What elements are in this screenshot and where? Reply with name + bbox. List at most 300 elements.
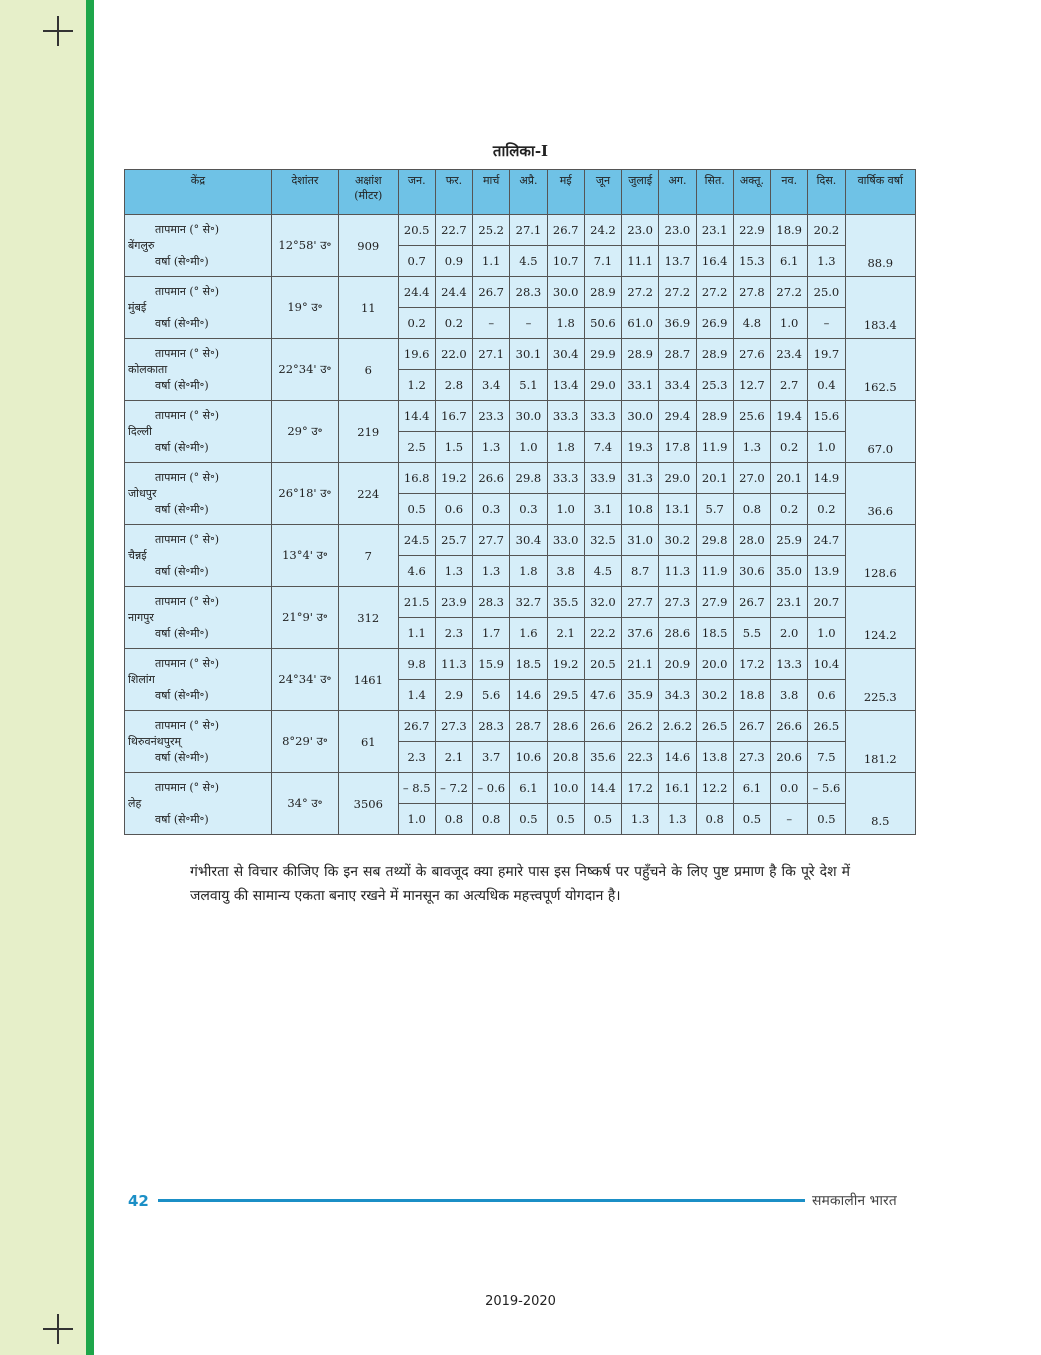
temperature-cell: 28.3 [473, 711, 510, 742]
rainfall-cell: 6.1 [771, 246, 808, 277]
rainfall-cell: 30.2 [696, 680, 733, 711]
rainfall-cell: 2.8 [435, 370, 472, 401]
station-name: लेह [128, 796, 142, 810]
rainfall-cell: 2.3 [435, 618, 472, 649]
rain-label: वर्षा (से॰मी॰) [155, 378, 209, 392]
temp-label: तापमान (° से॰) [155, 284, 220, 298]
header-center: केंद्र [125, 170, 272, 215]
temperature-cell: 28.9 [584, 277, 621, 308]
annual-rainfall-cell: 162.5 [845, 339, 915, 401]
temperature-cell: 27.3 [435, 711, 472, 742]
rain-label: वर्षा (से॰मी॰) [155, 812, 209, 826]
temp-label: तापमान (° से॰) [155, 780, 220, 794]
temperature-cell: 30.0 [547, 277, 584, 308]
rainfall-cell: 61.0 [622, 308, 659, 339]
rainfall-cell: 35.0 [771, 556, 808, 587]
rainfall-cell: 1.4 [398, 680, 435, 711]
rainfall-cell: 29.5 [547, 680, 584, 711]
rainfall-cell: 0.2 [435, 308, 472, 339]
rain-label: वर्षा (से॰मी॰) [155, 440, 209, 454]
rainfall-cell: 4.5 [584, 556, 621, 587]
header-month: अग. [659, 170, 696, 215]
station-name: शिलांग [128, 672, 155, 686]
header-month: जून [584, 170, 621, 215]
temperature-cell: 15.9 [473, 649, 510, 680]
rainfall-cell: 2.1 [435, 742, 472, 773]
temperature-cell: – 0.6 [473, 773, 510, 804]
book-title: समकालीन भारत [812, 1193, 897, 1209]
rainfall-cell: 5.7 [696, 494, 733, 525]
rain-label: वर्षा (से॰मी॰) [155, 688, 209, 702]
temperature-cell: 12.2 [696, 773, 733, 804]
rainfall-cell: 0.6 [435, 494, 472, 525]
temp-label: तापमान (° से॰) [155, 594, 220, 608]
rainfall-cell: 47.6 [584, 680, 621, 711]
temperature-cell: 35.5 [547, 587, 584, 618]
rainfall-cell: 3.8 [771, 680, 808, 711]
rain-label: वर्षा (से॰मी॰) [155, 502, 209, 516]
rainfall-cell: 1.1 [398, 618, 435, 649]
temperature-cell: 26.6 [473, 463, 510, 494]
rainfall-cell: 50.6 [584, 308, 621, 339]
annual-rainfall-cell: 124.2 [845, 587, 915, 649]
rainfall-cell: 0.2 [771, 494, 808, 525]
temperature-cell: 28.7 [510, 711, 547, 742]
temperature-cell: 28.3 [510, 277, 547, 308]
temperature-cell: 23.4 [771, 339, 808, 370]
rain-label: वर्षा (से॰मी॰) [155, 750, 209, 764]
header-month: अप्रै. [510, 170, 547, 215]
altitude-cell: 224 [338, 463, 398, 525]
temperature-cell: 33.0 [547, 525, 584, 556]
annual-rainfall-cell: 8.5 [845, 773, 915, 835]
temperature-cell: 19.7 [808, 339, 845, 370]
rainfall-cell: 26.9 [696, 308, 733, 339]
rainfall-cell: 0.8 [696, 804, 733, 835]
edition-year: 2019-2020 [485, 1294, 556, 1309]
rain-label: वर्षा (से॰मी॰) [155, 316, 209, 330]
temperature-cell: 23.3 [473, 401, 510, 432]
rainfall-cell: 10.6 [510, 742, 547, 773]
table-row [125, 339, 916, 370]
altitude-cell: 61 [338, 711, 398, 773]
temp-label: तापमान (° से॰) [155, 718, 220, 732]
temperature-cell: 27.7 [622, 587, 659, 618]
longitude-cell: 29° उ॰ [271, 401, 338, 463]
temperature-cell: 33.9 [584, 463, 621, 494]
rainfall-cell: 1.3 [435, 556, 472, 587]
rainfall-cell: 22.2 [584, 618, 621, 649]
station-name: थिरुवनंथपुरम् [128, 734, 182, 748]
temperature-cell: 25.6 [733, 401, 770, 432]
temperature-cell: – 8.5 [398, 773, 435, 804]
altitude-cell: 1461 [338, 649, 398, 711]
temperature-cell: 26.7 [733, 587, 770, 618]
altitude-cell: 11 [338, 277, 398, 339]
rainfall-cell: 4.5 [510, 246, 547, 277]
altitude-cell: 7 [338, 525, 398, 587]
header-month: दिस. [808, 170, 845, 215]
temperature-cell: 15.6 [808, 401, 845, 432]
temperature-cell: 33.3 [547, 401, 584, 432]
rainfall-cell: 0.3 [510, 494, 547, 525]
temperature-cell: 27.0 [733, 463, 770, 494]
rainfall-cell: 1.3 [473, 556, 510, 587]
rainfall-cell: 1.0 [398, 804, 435, 835]
temp-label: तापमान (° से॰) [155, 532, 220, 546]
rainfall-cell: 2.5 [398, 432, 435, 463]
rainfall-cell: 0.8 [435, 804, 472, 835]
temperature-cell: 28.9 [696, 401, 733, 432]
climate-table [124, 169, 916, 835]
rainfall-cell: 1.0 [808, 618, 845, 649]
temperature-cell: 27.8 [733, 277, 770, 308]
temperature-cell: 25.2 [473, 215, 510, 246]
temperature-cell: 19.6 [398, 339, 435, 370]
temperature-cell: 20.2 [808, 215, 845, 246]
temperature-cell: 24.4 [398, 277, 435, 308]
rainfall-cell: 13.9 [808, 556, 845, 587]
rainfall-cell: 0.3 [473, 494, 510, 525]
temperature-cell: 23.0 [622, 215, 659, 246]
rainfall-cell: 18.5 [696, 618, 733, 649]
header-month: जुलाई [622, 170, 659, 215]
temperature-cell: 27.2 [771, 277, 808, 308]
temperature-cell: 19.2 [547, 649, 584, 680]
rainfall-cell: 11.3 [659, 556, 696, 587]
rainfall-cell: 3.4 [473, 370, 510, 401]
temperature-cell: 26.7 [547, 215, 584, 246]
temperature-cell: 6.1 [510, 773, 547, 804]
rainfall-cell: 1.2 [398, 370, 435, 401]
rainfall-cell: 8.7 [622, 556, 659, 587]
annual-rainfall-cell: 181.2 [845, 711, 915, 773]
rain-label: वर्षा (से॰मी॰) [155, 564, 209, 578]
rainfall-cell: 1.3 [622, 804, 659, 835]
temperature-cell: 10.4 [808, 649, 845, 680]
altitude-cell: 909 [338, 215, 398, 277]
temperature-cell: 32.5 [584, 525, 621, 556]
temperature-cell: 29.9 [584, 339, 621, 370]
rainfall-cell: 25.3 [696, 370, 733, 401]
temperature-cell: 23.9 [435, 587, 472, 618]
rainfall-cell: 1.8 [547, 308, 584, 339]
crop-mark-top [43, 16, 73, 46]
annual-rainfall-cell: 128.6 [845, 525, 915, 587]
temperature-cell: 20.7 [808, 587, 845, 618]
station-name: दिल्ली [128, 424, 152, 438]
altitude-cell: 219 [338, 401, 398, 463]
rainfall-cell: 0.2 [808, 494, 845, 525]
temperature-cell: 17.2 [622, 773, 659, 804]
temperature-cell: 26.6 [584, 711, 621, 742]
rainfall-cell: – [771, 804, 808, 835]
temperature-cell: 28.0 [733, 525, 770, 556]
rainfall-cell: 1.8 [547, 432, 584, 463]
station-name: मुंबई [128, 300, 147, 314]
temperature-cell: 16.1 [659, 773, 696, 804]
rainfall-cell: 33.1 [622, 370, 659, 401]
temperature-cell: 24.5 [398, 525, 435, 556]
temperature-cell: 27.1 [510, 215, 547, 246]
temperature-cell: 19.4 [771, 401, 808, 432]
station-cell [125, 649, 272, 711]
header-month: सित. [696, 170, 733, 215]
table-row [125, 587, 916, 618]
temperature-cell: 20.9 [659, 649, 696, 680]
longitude-cell: 24°34' उ॰ [271, 649, 338, 711]
rainfall-cell: 37.6 [622, 618, 659, 649]
longitude-cell: 13°4' उ॰ [271, 525, 338, 587]
rainfall-cell: 1.8 [510, 556, 547, 587]
station-name: बेंगलुरु [128, 238, 155, 252]
temperature-cell: 27.9 [696, 587, 733, 618]
rainfall-cell: 34.3 [659, 680, 696, 711]
rainfall-cell: 10.7 [547, 246, 584, 277]
rainfall-cell: 0.5 [547, 804, 584, 835]
table-row [125, 711, 916, 742]
rainfall-cell: 1.0 [510, 432, 547, 463]
rainfall-cell: 11.9 [696, 432, 733, 463]
longitude-cell: 34° उ॰ [271, 773, 338, 835]
temperature-cell: 26.6 [771, 711, 808, 742]
rainfall-cell: 11.1 [622, 246, 659, 277]
header-month: फर. [435, 170, 472, 215]
temperature-cell: 29.4 [659, 401, 696, 432]
rainfall-cell: 20.6 [771, 742, 808, 773]
rainfall-cell: 35.6 [584, 742, 621, 773]
temp-label: तापमान (° से॰) [155, 408, 220, 422]
table-row [125, 525, 916, 556]
temperature-cell: 20.5 [584, 649, 621, 680]
temperature-cell: 26.2 [622, 711, 659, 742]
rainfall-cell: 1.5 [435, 432, 472, 463]
margin-strip [0, 0, 86, 1355]
temperature-cell: 29.8 [510, 463, 547, 494]
header-month: अक्तू. [733, 170, 770, 215]
rainfall-cell: 4.6 [398, 556, 435, 587]
header-month: नव. [771, 170, 808, 215]
rainfall-cell: 2.7 [771, 370, 808, 401]
crop-mark-bottom [43, 1314, 73, 1344]
temperature-cell: 30.4 [510, 525, 547, 556]
rainfall-cell: – [510, 308, 547, 339]
rainfall-cell: 0.2 [398, 308, 435, 339]
rainfall-cell: 36.9 [659, 308, 696, 339]
temperature-cell: 21.1 [622, 649, 659, 680]
temperature-cell: 30.4 [547, 339, 584, 370]
temperature-cell: 33.3 [584, 401, 621, 432]
temperature-cell: 27.6 [733, 339, 770, 370]
altitude-cell: 6 [338, 339, 398, 401]
rainfall-cell: 1.3 [733, 432, 770, 463]
temperature-cell: 27.2 [696, 277, 733, 308]
rainfall-cell: 22.3 [622, 742, 659, 773]
temperature-cell: 26.5 [696, 711, 733, 742]
table-row [125, 773, 916, 804]
altitude-cell: 312 [338, 587, 398, 649]
temperature-cell: 30.0 [510, 401, 547, 432]
station-cell [125, 463, 272, 525]
temperature-cell: – 5.6 [808, 773, 845, 804]
rainfall-cell: 27.3 [733, 742, 770, 773]
temperature-cell: 16.7 [435, 401, 472, 432]
rainfall-cell: 2.1 [547, 618, 584, 649]
station-cell [125, 525, 272, 587]
temperature-cell: 19.2 [435, 463, 472, 494]
temperature-cell: 23.0 [659, 215, 696, 246]
header-month: जन. [398, 170, 435, 215]
temperature-cell: 10.0 [547, 773, 584, 804]
temperature-cell: 28.6 [547, 711, 584, 742]
temperature-cell: 2.6.2 [659, 711, 696, 742]
header-month: मई [547, 170, 584, 215]
temperature-cell: 30.1 [510, 339, 547, 370]
rainfall-cell: 2.0 [771, 618, 808, 649]
temperature-cell: 22.9 [733, 215, 770, 246]
temperature-cell: 23.1 [771, 587, 808, 618]
longitude-cell: 19° उ॰ [271, 277, 338, 339]
annual-rainfall-cell: 88.9 [845, 215, 915, 277]
temp-label: तापमान (° से॰) [155, 470, 220, 484]
rainfall-cell: 28.6 [659, 618, 696, 649]
temperature-cell: 27.1 [473, 339, 510, 370]
margin-bar [86, 0, 94, 1355]
annual-rainfall-cell: 36.6 [845, 463, 915, 525]
rainfall-cell: 35.9 [622, 680, 659, 711]
rainfall-cell: 17.8 [659, 432, 696, 463]
rainfall-cell: 14.6 [659, 742, 696, 773]
temperature-cell: 18.5 [510, 649, 547, 680]
temperature-cell: 25.9 [771, 525, 808, 556]
rainfall-cell: 1.6 [510, 618, 547, 649]
station-cell [125, 711, 272, 773]
temperature-cell: 14.4 [398, 401, 435, 432]
rainfall-cell: 2.3 [398, 742, 435, 773]
temperature-cell: 26.7 [473, 277, 510, 308]
temperature-cell: 28.9 [622, 339, 659, 370]
rainfall-cell: 0.5 [584, 804, 621, 835]
rainfall-cell: 1.7 [473, 618, 510, 649]
header-longitude: देशांतर [271, 170, 338, 215]
temperature-cell: – 7.2 [435, 773, 472, 804]
rainfall-cell: 3.8 [547, 556, 584, 587]
temperature-cell: 28.7 [659, 339, 696, 370]
table-row [125, 277, 916, 308]
rainfall-cell: 1.1 [473, 246, 510, 277]
rainfall-cell: 5.5 [733, 618, 770, 649]
station-cell [125, 587, 272, 649]
temperature-cell: 26.7 [733, 711, 770, 742]
temperature-cell: 21.5 [398, 587, 435, 618]
longitude-cell: 12°58' उ॰ [271, 215, 338, 277]
annual-rainfall-cell: 225.3 [845, 649, 915, 711]
annual-rainfall-cell: 67.0 [845, 401, 915, 463]
rainfall-cell: 0.7 [398, 246, 435, 277]
rainfall-cell: 10.8 [622, 494, 659, 525]
rainfall-cell: 7.4 [584, 432, 621, 463]
temperature-cell: 20.5 [398, 215, 435, 246]
longitude-cell: 21°9' उ॰ [271, 587, 338, 649]
rainfall-cell: 11.9 [696, 556, 733, 587]
temp-label: तापमान (° से॰) [155, 222, 220, 236]
temperature-cell: 20.1 [696, 463, 733, 494]
temperature-cell: 14.4 [584, 773, 621, 804]
rainfall-cell: 0.5 [510, 804, 547, 835]
table-row [125, 649, 916, 680]
station-name: जोधपुर [128, 486, 157, 500]
header-month: मार्च [473, 170, 510, 215]
rainfall-cell: 1.3 [473, 432, 510, 463]
rainfall-cell: 12.7 [733, 370, 770, 401]
rainfall-cell: 30.6 [733, 556, 770, 587]
rainfall-cell: 20.8 [547, 742, 584, 773]
footer-rule [158, 1199, 805, 1202]
temperature-cell: 23.1 [696, 215, 733, 246]
temperature-cell: 31.3 [622, 463, 659, 494]
rainfall-cell: 1.3 [808, 246, 845, 277]
rainfall-cell: 0.8 [473, 804, 510, 835]
rainfall-cell: 0.5 [808, 804, 845, 835]
temperature-cell: 13.3 [771, 649, 808, 680]
temperature-cell: 17.2 [733, 649, 770, 680]
rainfall-cell: 0.8 [733, 494, 770, 525]
temperature-cell: 25.0 [808, 277, 845, 308]
header-row [125, 170, 916, 215]
temp-label: तापमान (° से॰) [155, 346, 220, 360]
rainfall-cell: 14.6 [510, 680, 547, 711]
header-annual: वार्षिक वर्षा [845, 170, 915, 215]
page-number: 42 [128, 1192, 149, 1210]
annual-rainfall-cell: 183.4 [845, 277, 915, 339]
temperature-cell: 0.0 [771, 773, 808, 804]
rainfall-cell: 29.0 [584, 370, 621, 401]
temperature-cell: 32.7 [510, 587, 547, 618]
table-row [125, 215, 916, 246]
rainfall-cell: 4.8 [733, 308, 770, 339]
rainfall-cell: – [473, 308, 510, 339]
rainfall-cell: 13.1 [659, 494, 696, 525]
station-name: नागपुर [128, 610, 154, 624]
rainfall-cell: 0.9 [435, 246, 472, 277]
rainfall-cell: 0.5 [733, 804, 770, 835]
rainfall-cell: 33.4 [659, 370, 696, 401]
temperature-cell: 18.9 [771, 215, 808, 246]
rainfall-cell: 3.1 [584, 494, 621, 525]
table-body [125, 215, 916, 835]
rainfall-cell: 0.6 [808, 680, 845, 711]
station-cell [125, 277, 272, 339]
rainfall-cell: 1.0 [771, 308, 808, 339]
rainfall-cell: 19.3 [622, 432, 659, 463]
rainfall-cell: 2.9 [435, 680, 472, 711]
temperature-cell: 27.2 [622, 277, 659, 308]
rainfall-cell: – [808, 308, 845, 339]
temperature-cell: 26.7 [398, 711, 435, 742]
rainfall-cell: 0.5 [398, 494, 435, 525]
temperature-cell: 20.1 [771, 463, 808, 494]
rainfall-cell: 15.3 [733, 246, 770, 277]
station-cell [125, 401, 272, 463]
longitude-cell: 8°29' उ॰ [271, 711, 338, 773]
rainfall-cell: 5.1 [510, 370, 547, 401]
rainfall-cell: 0.4 [808, 370, 845, 401]
rainfall-cell: 0.2 [771, 432, 808, 463]
rain-label: वर्षा (से॰मी॰) [155, 254, 209, 268]
temperature-cell: 30.2 [659, 525, 696, 556]
rainfall-cell: 1.0 [808, 432, 845, 463]
table-row [125, 401, 916, 432]
